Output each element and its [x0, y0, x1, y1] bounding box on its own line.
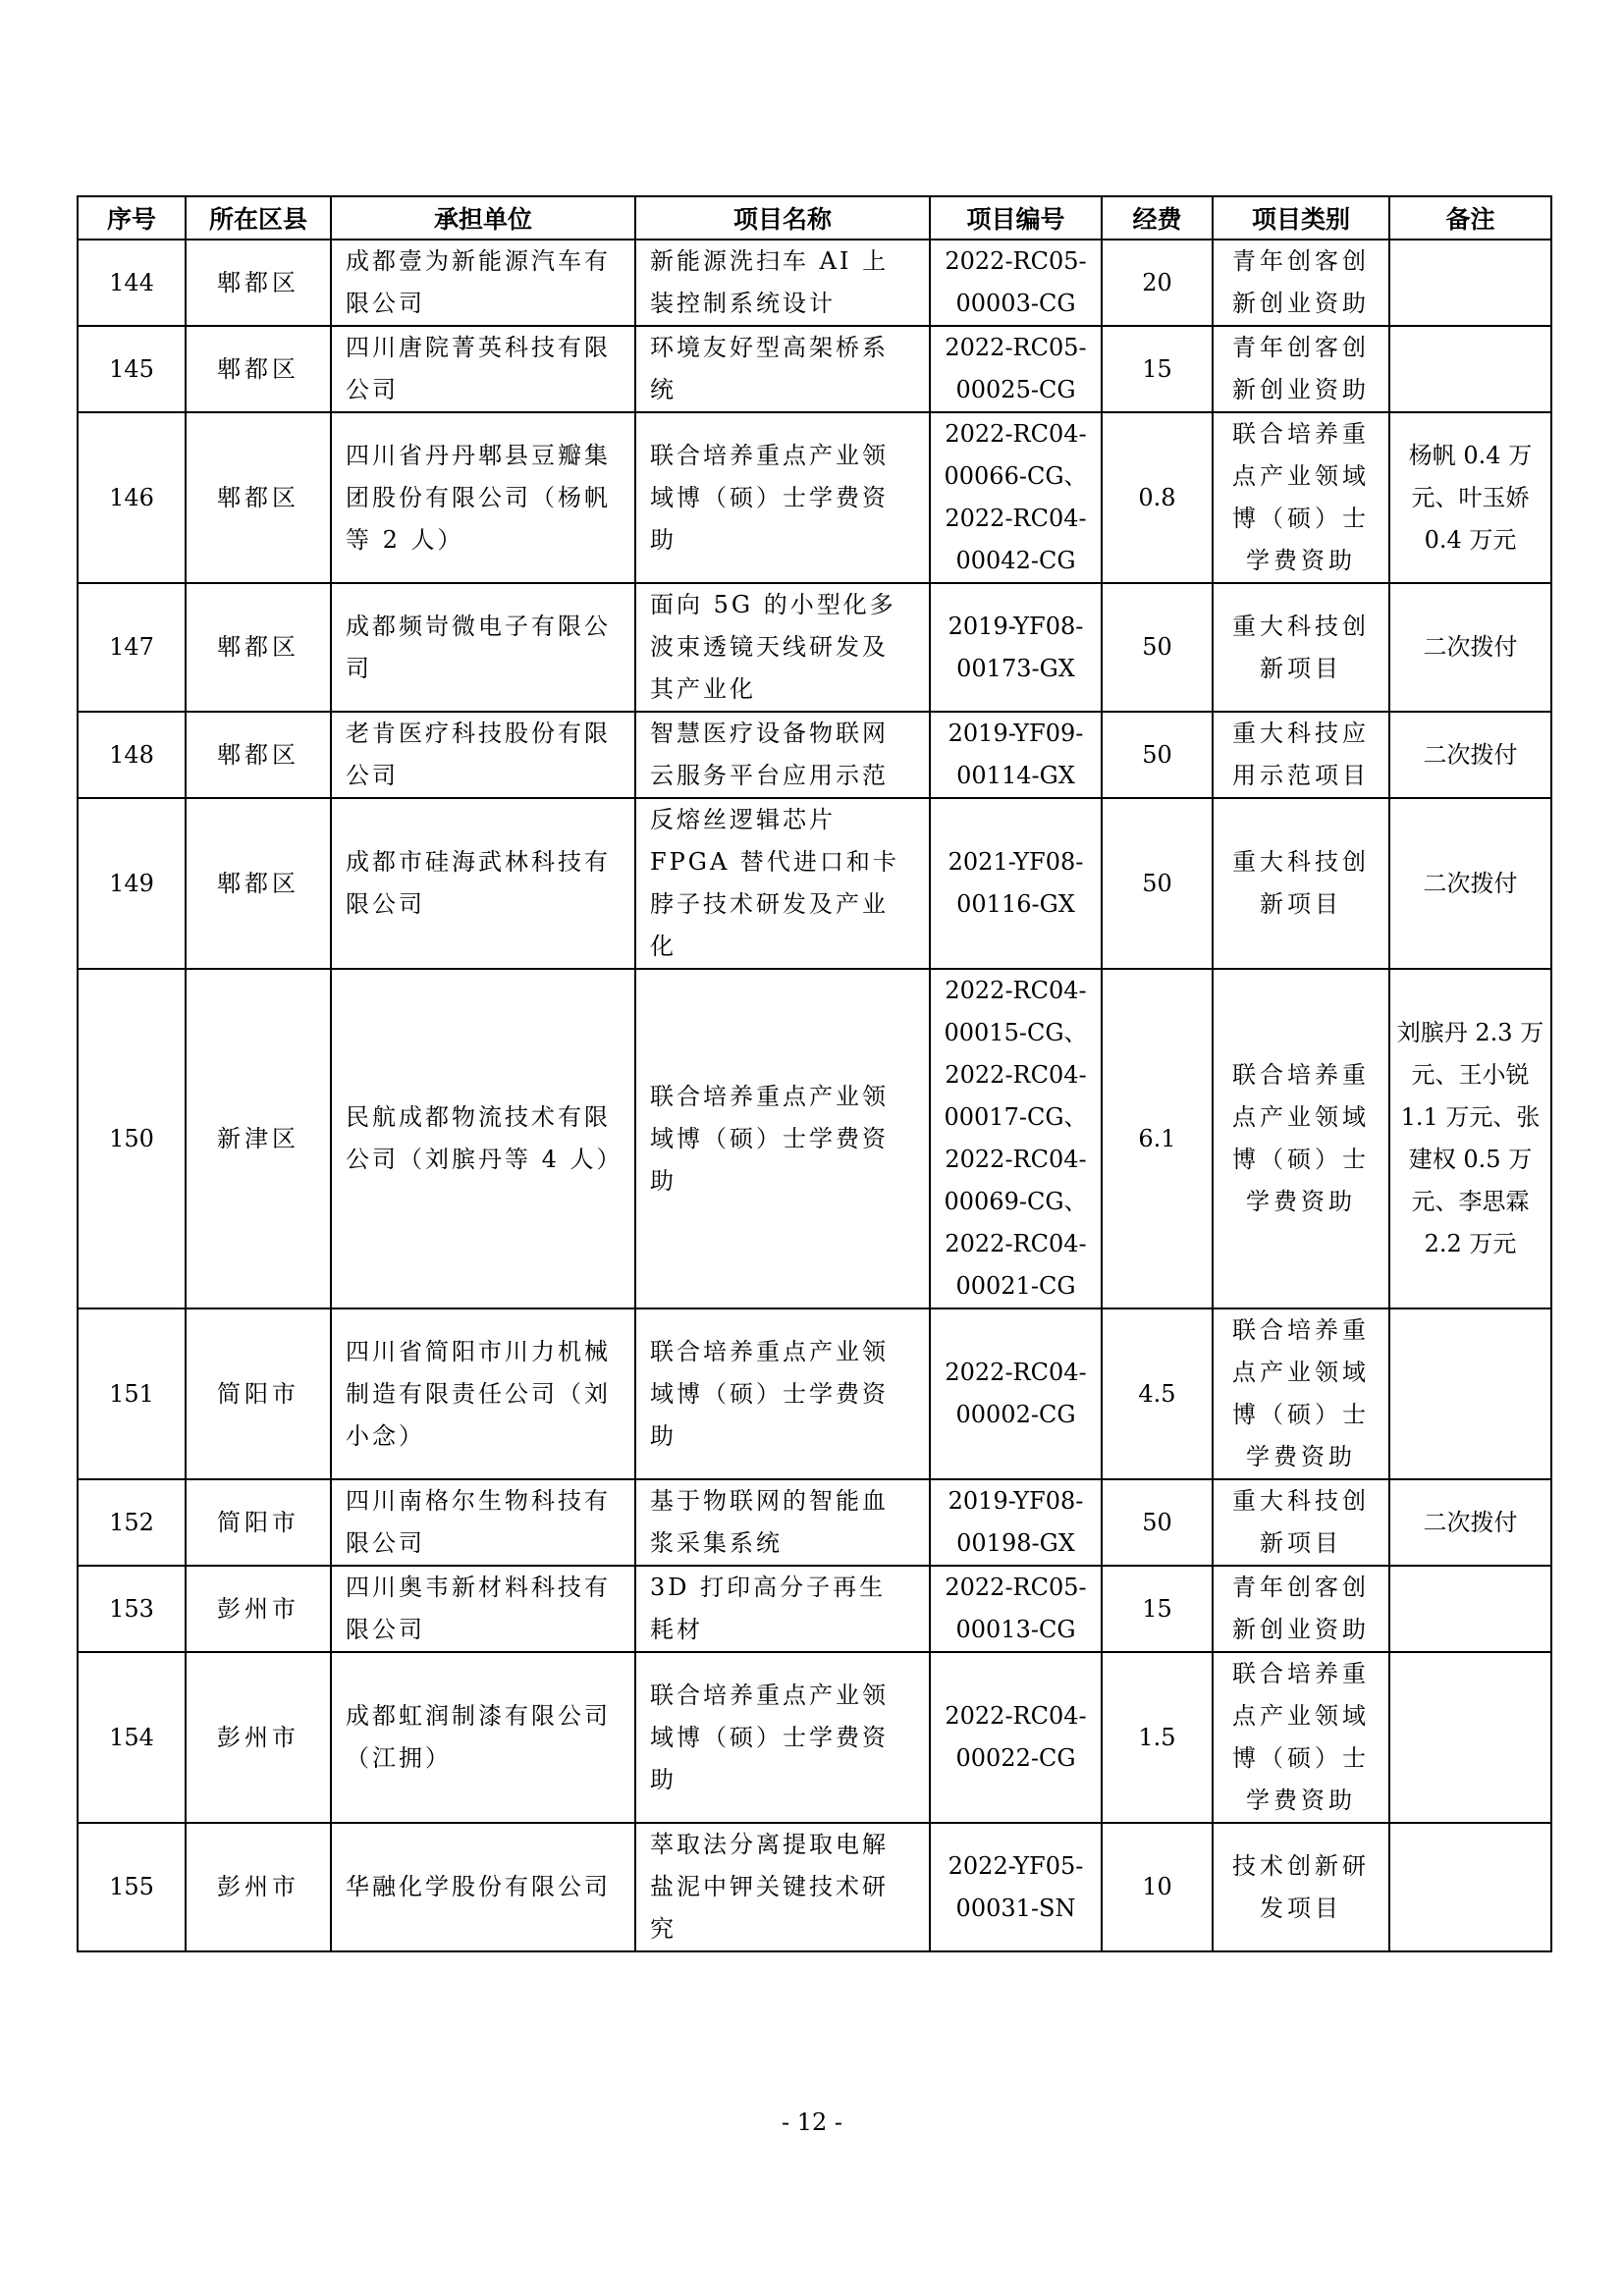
row-number-cell	[78, 583, 186, 712]
row-number-cell	[78, 1823, 186, 1951]
project-name-cell	[635, 1566, 930, 1652]
funding-cell	[1102, 326, 1213, 412]
table-row	[78, 1823, 1551, 1951]
district-cell	[186, 1823, 331, 1951]
table-row	[78, 712, 1551, 798]
unit-cell	[331, 240, 635, 326]
project-code-cell	[930, 969, 1102, 1308]
funding-cell-text: 0.8	[1138, 483, 1176, 511]
unit-cell-text: 成都频岢微电子有限公 司	[346, 612, 611, 682]
note-cell-text: 二次拨付	[1423, 633, 1518, 661]
category-cell-text: 重大科技应 用示范项目	[1232, 720, 1370, 789]
project-name-cell-text: 联合培养重点产业领 域博（硕）士学费资 助	[650, 1082, 889, 1195]
row-number-cell	[78, 412, 186, 583]
category-cell-text: 技术创新研 发项目	[1232, 1851, 1370, 1922]
row-number-cell-text: 154	[109, 1723, 154, 1751]
note-cell	[1389, 1823, 1551, 1951]
project-code-cell	[930, 412, 1102, 583]
project-name-cell-text: 联合培养重点产业领 域博（硕）士学费资 助	[650, 1681, 889, 1793]
unit-cell-text: 成都壹为新能源汽车有 限公司	[346, 247, 611, 317]
district-cell	[186, 1308, 331, 1479]
page-number: - 12 -	[781, 2109, 842, 2136]
project-code-cell	[930, 712, 1102, 798]
district-cell	[186, 1566, 331, 1652]
district-cell	[186, 412, 331, 583]
district-cell	[186, 798, 331, 969]
category-cell-text: 青年创客创 新创业资助	[1232, 1574, 1370, 1643]
unit-cell-text: 四川奥韦新材料科技有 限公司	[346, 1574, 611, 1643]
project-name-cell	[635, 412, 930, 583]
header-cell: 经费	[1102, 196, 1213, 240]
project-name-cell	[635, 1823, 930, 1951]
category-cell	[1213, 712, 1389, 798]
funding-cell	[1102, 969, 1213, 1308]
row-number-cell	[78, 326, 186, 412]
unit-cell	[331, 1823, 635, 1951]
project-code-cell-text: 2022-RC04- 00002-CG	[945, 1359, 1087, 1428]
district-cell	[186, 1652, 331, 1823]
note-cell-text: 刘膑丹 2.3 万 元、王小锐 1.1 万元、张 建权 0.5 万 元、李思霖 2.2 万元	[1396, 1019, 1544, 1257]
table-row	[78, 326, 1551, 412]
row-number-cell-text: 150	[109, 1124, 154, 1152]
funding-cell	[1102, 1566, 1213, 1652]
table-header-row	[78, 196, 1551, 240]
category-cell	[1213, 1652, 1389, 1823]
project-name-cell	[635, 583, 930, 712]
note-cell	[1389, 326, 1551, 412]
unit-cell	[331, 712, 635, 798]
table-body	[78, 240, 1551, 1951]
unit-cell	[331, 798, 635, 969]
project-code-cell	[930, 240, 1102, 326]
note-cell-text: 二次拨付	[1423, 1508, 1518, 1536]
district-cell	[186, 326, 331, 412]
project-name-cell-text: 智慧医疗设备物联网 云服务平台应用示范	[650, 720, 889, 789]
row-number-cell	[78, 1652, 186, 1823]
category-cell	[1213, 583, 1389, 712]
district-cell-text: 简阳市	[217, 1508, 299, 1536]
project-code-cell-text: 2019-YF08- 00198-GX	[947, 1487, 1084, 1557]
project-code-cell	[930, 1479, 1102, 1566]
category-cell-text: 联合培养重 点产业领域 博（硕）士 学费资助	[1232, 1061, 1370, 1215]
unit-cell	[331, 1652, 635, 1823]
district-cell	[186, 240, 331, 326]
note-cell-text: 杨帆 0.4 万 元、叶玉娇 0.4 万元	[1408, 441, 1533, 554]
project-code-cell	[930, 1566, 1102, 1652]
unit-cell	[331, 1308, 635, 1479]
project-name-cell-text: 3D 打印高分子再生 耗材	[650, 1574, 887, 1643]
header-cell: 项目类别	[1213, 196, 1389, 240]
funding-cell-text: 50	[1142, 1508, 1172, 1536]
funding-cell	[1102, 412, 1213, 583]
district-cell-text: 郫都区	[217, 633, 299, 661]
funding-cell	[1102, 798, 1213, 969]
row-number-cell	[78, 1479, 186, 1566]
row-number-cell	[78, 712, 186, 798]
header-cell: 项目名称	[635, 196, 930, 240]
project-code-cell-text: 2022-RC05- 00025-CG	[945, 334, 1087, 403]
funding-cell	[1102, 240, 1213, 326]
project-name-cell-text: 基于物联网的智能血 浆采集系统	[650, 1487, 889, 1557]
note-cell-text: 二次拨付	[1423, 740, 1518, 769]
district-cell	[186, 583, 331, 712]
project-code-cell-text: 2019-YF08- 00173-GX	[947, 612, 1084, 682]
project-name-cell	[635, 712, 930, 798]
project-name-cell	[635, 798, 930, 969]
district-cell-text: 彭州市	[217, 1873, 299, 1900]
row-number-cell-text: 152	[109, 1508, 154, 1536]
district-cell-text: 简阳市	[217, 1379, 299, 1408]
funding-cell-text: 6.1	[1138, 1124, 1176, 1152]
district-cell-text: 彭州市	[217, 1594, 299, 1623]
row-number-cell	[78, 1566, 186, 1652]
project-code-cell-text: 2022-RC04- 00066-CG、 2022-RC04- 00042-CG	[944, 420, 1088, 574]
note-cell	[1389, 1308, 1551, 1479]
note-cell	[1389, 712, 1551, 798]
category-cell	[1213, 240, 1389, 326]
funding-cell-text: 10	[1142, 1873, 1172, 1900]
table-row	[78, 1308, 1551, 1479]
district-cell-text: 郫都区	[217, 354, 299, 383]
funding-cell-text: 15	[1142, 354, 1172, 383]
unit-cell-text: 华融化学股份有限公司	[346, 1873, 611, 1900]
project-code-cell-text: 2022-RC04- 00015-CG、 2022-RC04- 00017-CG、 2022-RC04- 00069-CG、 2022-RC04- 00021-CG	[944, 977, 1088, 1300]
district-cell-text: 郫都区	[217, 869, 299, 897]
unit-cell	[331, 1566, 635, 1652]
funding-cell	[1102, 583, 1213, 712]
project-code-cell	[930, 326, 1102, 412]
district-cell	[186, 1479, 331, 1566]
row-number-cell-text: 146	[109, 483, 154, 511]
unit-cell-text: 成都虹润制漆有限公司 （江拥）	[346, 1702, 611, 1772]
row-number-cell	[78, 1308, 186, 1479]
row-number-cell-text: 147	[109, 633, 154, 661]
note-cell	[1389, 1479, 1551, 1566]
project-code-cell	[930, 583, 1102, 712]
project-name-cell	[635, 969, 930, 1308]
project-code-cell	[930, 1823, 1102, 1951]
funding-cell	[1102, 712, 1213, 798]
project-name-cell-text: 新能源洗扫车 AI 上 装控制系统设计	[650, 247, 890, 317]
header-cell: 序号	[78, 196, 186, 240]
district-cell-text: 新津区	[217, 1124, 299, 1152]
project-code-cell-text: 2021-YF08- 00116-GX	[947, 848, 1084, 918]
funding-cell	[1102, 1823, 1213, 1951]
project-code-cell-text: 2022-RC04- 00022-CG	[945, 1702, 1087, 1772]
category-cell-text: 重大科技创 新项目	[1232, 612, 1370, 682]
note-cell	[1389, 1652, 1551, 1823]
unit-cell-text: 四川唐院菁英科技有限 公司	[346, 334, 611, 403]
project-code-cell	[930, 1652, 1102, 1823]
table-row	[78, 1652, 1551, 1823]
table-row	[78, 798, 1551, 969]
project-name-cell-text: 面向 5G 的小型化多 波束透镜天线研发及 其产业化	[650, 591, 896, 703]
category-cell-text: 青年创客创 新创业资助	[1232, 334, 1370, 403]
row-number-cell-text: 149	[109, 869, 154, 897]
unit-cell	[331, 583, 635, 712]
district-cell-text: 郫都区	[217, 268, 299, 296]
note-cell	[1389, 240, 1551, 326]
category-cell-text: 联合培养重 点产业领域 博（硕）士 学费资助	[1232, 1660, 1370, 1814]
funding-cell-text: 50	[1142, 869, 1172, 897]
district-cell	[186, 969, 331, 1308]
district-cell-text: 郫都区	[217, 740, 299, 769]
funding-cell-text: 4.5	[1138, 1379, 1176, 1408]
project-name-cell	[635, 1652, 930, 1823]
header-cell: 所在区县	[186, 196, 331, 240]
funding-cell-text: 50	[1142, 740, 1172, 769]
unit-cell-text: 成都市硅海武林科技有 限公司	[346, 848, 611, 918]
row-number-cell-text: 151	[109, 1379, 154, 1408]
category-cell	[1213, 326, 1389, 412]
funding-cell	[1102, 1479, 1213, 1566]
category-cell	[1213, 969, 1389, 1308]
funding-cell	[1102, 1652, 1213, 1823]
header-cell: 项目编号	[930, 196, 1102, 240]
funding-cell-text: 15	[1142, 1594, 1172, 1623]
table-row	[78, 583, 1551, 712]
unit-cell	[331, 969, 635, 1308]
table-row	[78, 1479, 1551, 1566]
row-number-cell-text: 144	[109, 268, 154, 296]
project-name-cell-text: 环境友好型高架桥系 统	[650, 334, 889, 403]
header-cell: 承担单位	[331, 196, 635, 240]
note-cell	[1389, 1566, 1551, 1652]
row-number-cell-text: 155	[109, 1873, 154, 1900]
funding-cell-text: 20	[1142, 268, 1172, 296]
row-number-cell-text: 153	[109, 1594, 154, 1623]
row-number-cell	[78, 969, 186, 1308]
project-code-cell-text: 2022-RC05- 00003-CG	[945, 247, 1087, 317]
project-name-cell	[635, 326, 930, 412]
project-name-cell-text: 联合培养重点产业领 域博（硕）士学费资 助	[650, 1337, 889, 1450]
project-code-cell	[930, 798, 1102, 969]
row-number-cell	[78, 798, 186, 969]
project-name-cell	[635, 1479, 930, 1566]
project-name-cell-text: 联合培养重点产业领 域博（硕）士学费资 助	[650, 441, 889, 554]
project-name-cell-text: 反熔丝逻辑芯片 FPGA 替代进口和卡 脖子技术研发及产业 化	[650, 806, 899, 960]
category-cell-text: 青年创客创 新创业资助	[1232, 247, 1370, 317]
project-name-cell-text: 萃取法分离提取电解 盐泥中钾关键技术研 究	[650, 1831, 889, 1943]
note-cell	[1389, 969, 1551, 1308]
unit-cell-text: 四川省丹丹郫县豆瓣集 团股份有限公司（杨帆 等 2 人）	[346, 441, 611, 554]
note-cell	[1389, 798, 1551, 969]
unit-cell-text: 四川南格尔生物科技有 限公司	[346, 1487, 611, 1557]
note-cell	[1389, 412, 1551, 583]
table-row	[78, 240, 1551, 326]
category-cell	[1213, 1479, 1389, 1566]
funding-cell-text: 1.5	[1138, 1723, 1176, 1751]
unit-cell	[331, 326, 635, 412]
unit-cell	[331, 1479, 635, 1566]
category-cell	[1213, 1823, 1389, 1951]
category-cell-text: 重大科技创 新项目	[1232, 1487, 1370, 1557]
table-row	[78, 969, 1551, 1308]
category-cell-text: 联合培养重 点产业领域 博（硕）士 学费资助	[1232, 1316, 1370, 1470]
category-cell-text: 联合培养重 点产业领域 博（硕）士 学费资助	[1232, 420, 1370, 574]
funding-cell	[1102, 1308, 1213, 1479]
row-number-cell	[78, 240, 186, 326]
district-cell-text: 郫都区	[217, 483, 299, 511]
unit-cell	[331, 412, 635, 583]
category-cell	[1213, 798, 1389, 969]
category-cell	[1213, 412, 1389, 583]
header-cell: 备注	[1389, 196, 1551, 240]
project-code-cell-text: 2019-YF09- 00114-GX	[947, 720, 1084, 789]
unit-cell-text: 民航成都物流技术有限 公司（刘膑丹等 4 人）	[346, 1103, 623, 1173]
note-cell	[1389, 583, 1551, 712]
project-name-cell	[635, 240, 930, 326]
district-cell-text: 彭州市	[217, 1723, 299, 1751]
project-name-cell	[635, 1308, 930, 1479]
project-code-cell-text: 2022-YF05- 00031-SN	[947, 1851, 1084, 1922]
category-cell	[1213, 1308, 1389, 1479]
row-number-cell-text: 148	[109, 740, 154, 769]
project-code-cell	[930, 1308, 1102, 1479]
category-cell	[1213, 1566, 1389, 1652]
unit-cell-text: 老肯医疗科技股份有限 公司	[346, 720, 611, 789]
table-row	[78, 1566, 1551, 1652]
district-cell	[186, 712, 331, 798]
funding-table	[77, 195, 1552, 1952]
row-number-cell-text: 145	[109, 354, 154, 383]
table-row	[78, 412, 1551, 583]
unit-cell-text: 四川省简阳市川力机械 制造有限责任公司（刘 小念）	[346, 1337, 611, 1450]
funding-cell-text: 50	[1142, 633, 1172, 661]
category-cell-text: 重大科技创 新项目	[1232, 848, 1370, 918]
note-cell-text: 二次拨付	[1423, 869, 1518, 897]
funding-table-container	[77, 195, 1550, 1952]
project-code-cell-text: 2022-RC05- 00013-CG	[945, 1574, 1087, 1643]
